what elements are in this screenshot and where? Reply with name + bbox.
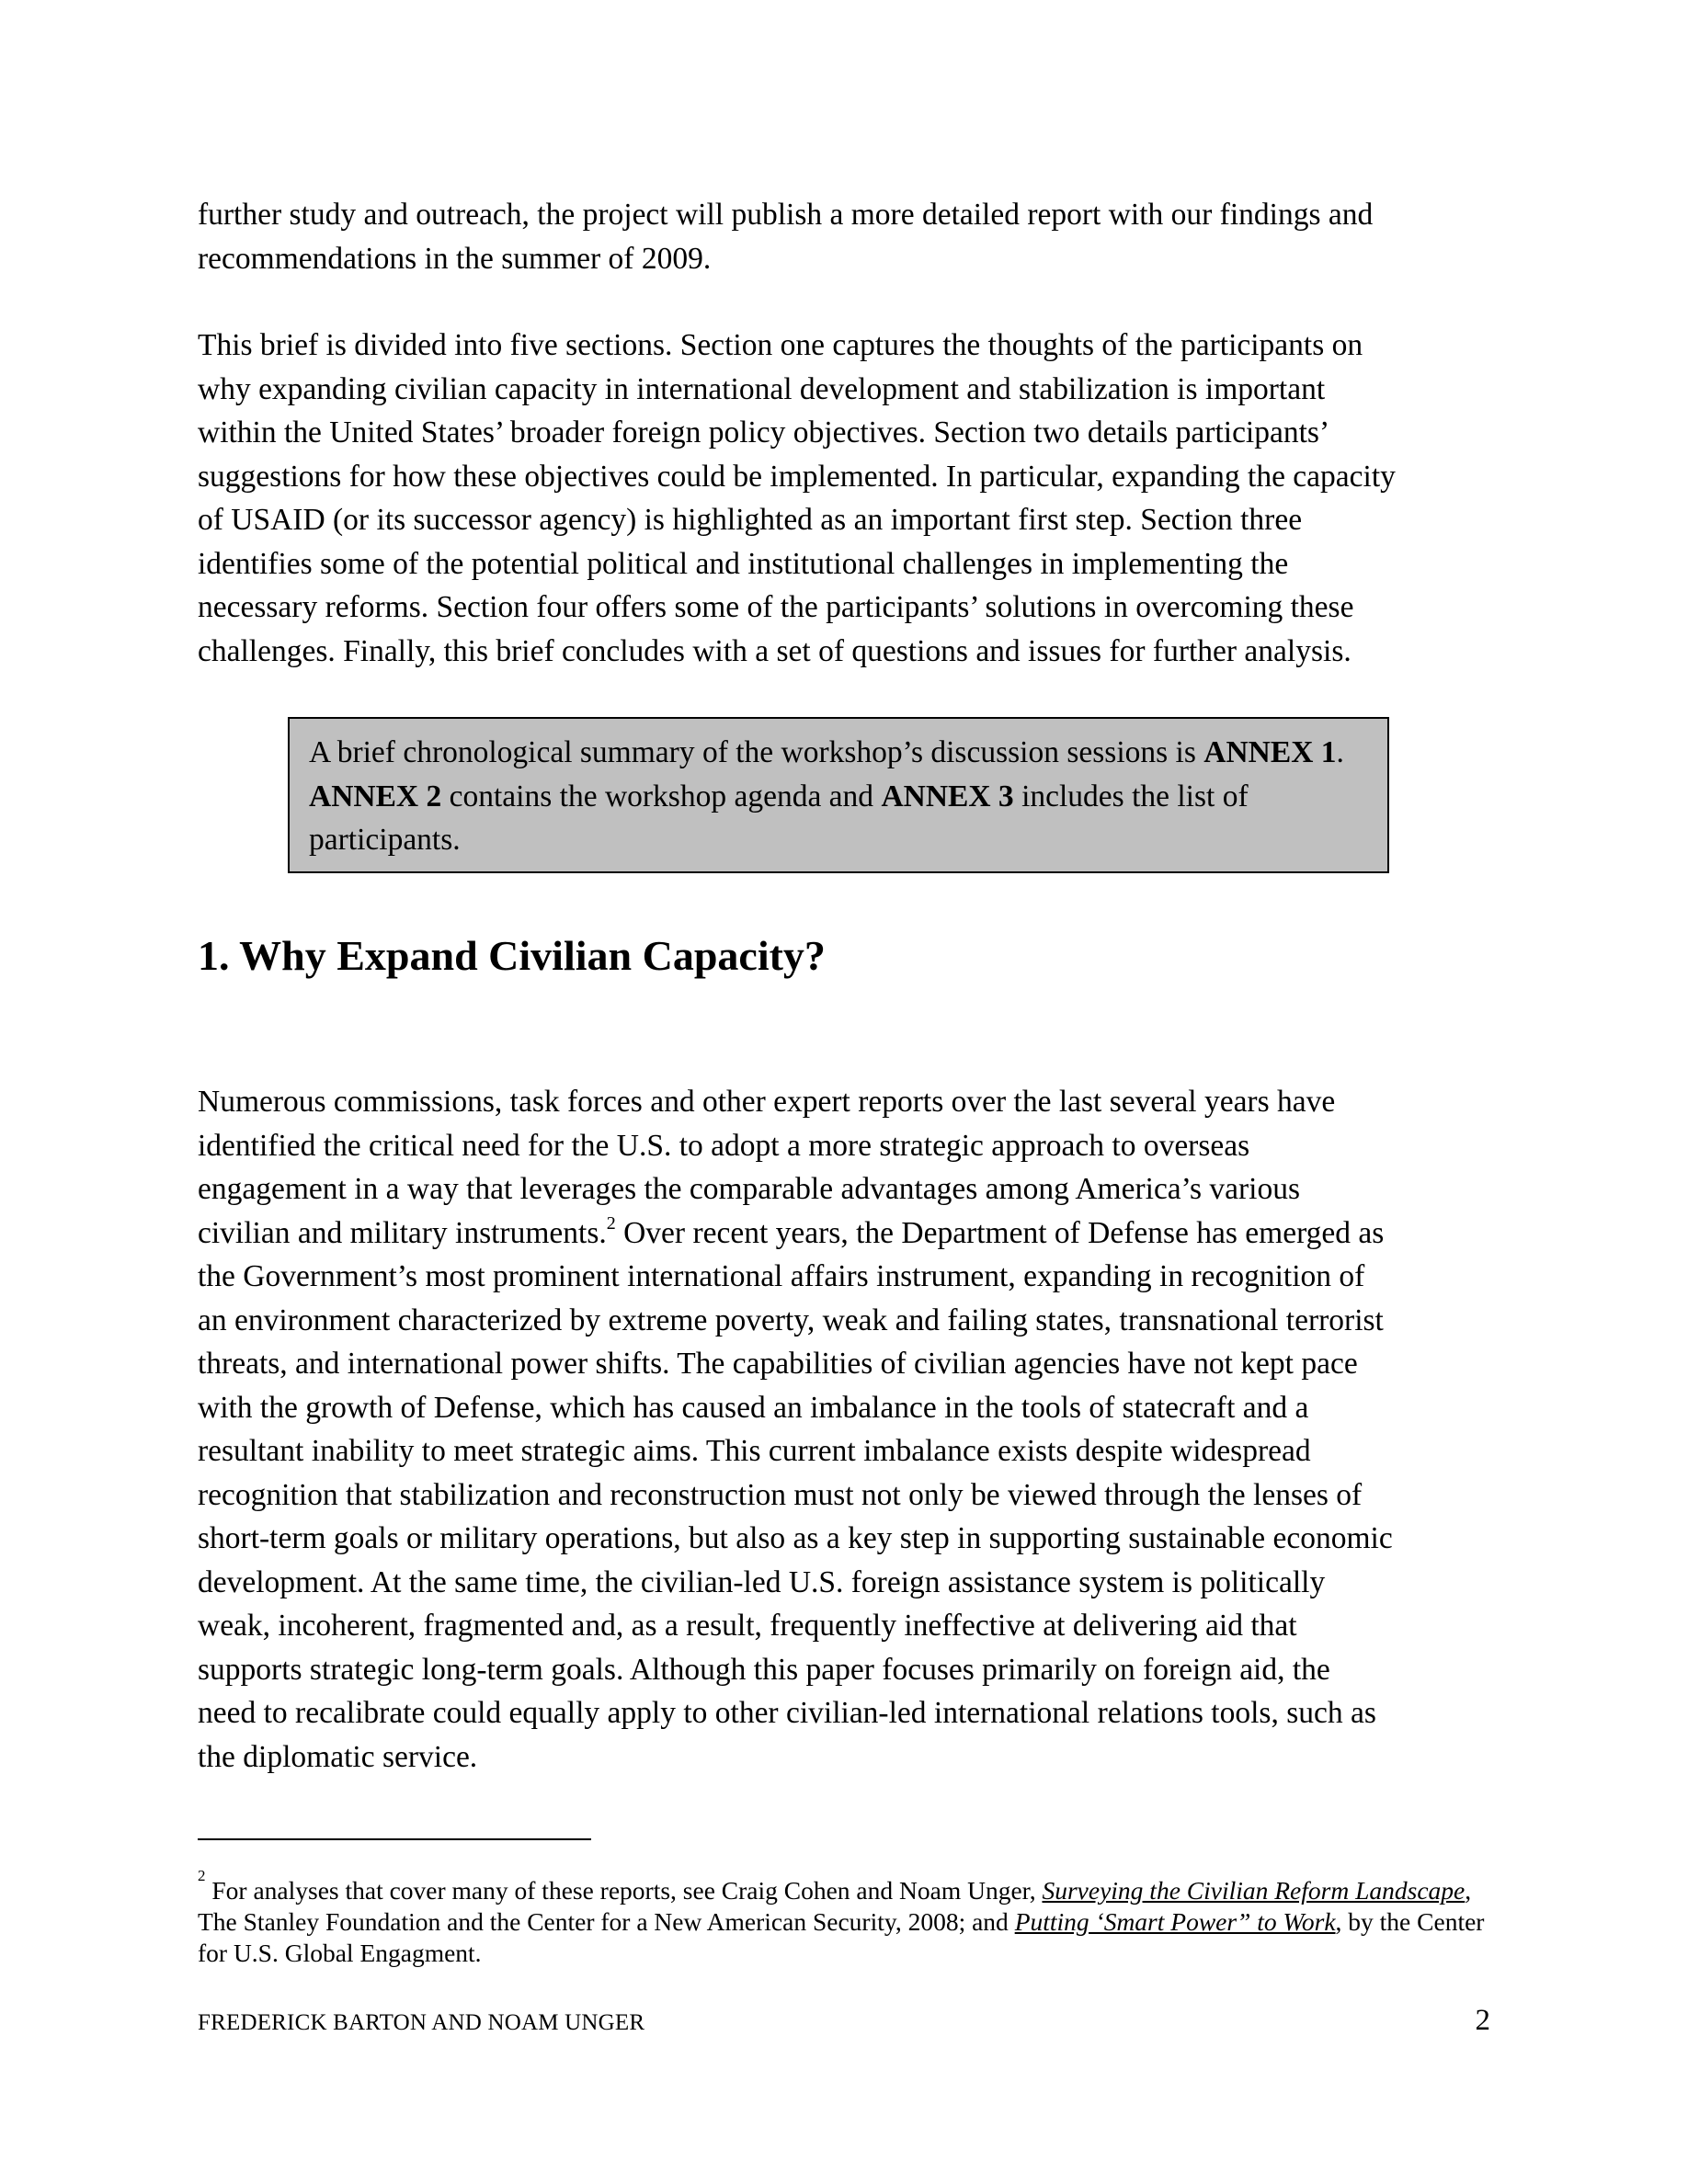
text-line: why expanding civilian capacity in international development and stabilization is important: [198, 371, 1326, 406]
annex-callout-box: [288, 717, 1389, 873]
intro-paragraph: [198, 193, 1503, 280]
text-line: weak, incoherent, fragmented and, as a result, frequently ineffective at delivering aid that: [198, 1609, 1297, 1643]
annex-3-label: ANNEX 3: [881, 779, 1014, 813]
putting-smart-power-to-work-link[interactable]: Putting ‘Smart Power” to Work: [1014, 1907, 1336, 1936]
text-line: need to recalibrate could equally apply to other civilian-led international relations tools, such as: [198, 1696, 1376, 1730]
annex-1-label: ANNEX 1: [1203, 735, 1337, 769]
sections-overview-paragraph: [198, 324, 1503, 673]
text-line: This brief is divided into five sections. Section one captures the thoughts of the participants on: [198, 328, 1363, 362]
text-line: identifies some of the potential political and institutional challenges in implementing the: [198, 546, 1289, 581]
callout-text: contains the workshop agenda and: [441, 779, 882, 813]
text-line: of USAID (or its successor agency) is highlighted as an important first step. Section three: [198, 503, 1303, 537]
footnote-reference[interactable]: 2: [606, 1212, 616, 1234]
footnote-separator: [198, 1838, 591, 1840]
callout-text: A brief chronological summary of the workshop’s discussion sessions is: [309, 735, 1204, 769]
text-line: short-term goals or military operations, but also as a key step in supporting sustainable economic: [198, 1521, 1393, 1555]
page-number: 2: [1475, 2004, 1490, 2037]
text-line: suggestions for how these objectives could be implemented. In particular, expanding the capacity: [198, 459, 1396, 494]
text-line: identified the critical need for the U.S. to adopt a more strategic approach to overseas: [198, 1128, 1250, 1163]
text-line: further study and outreach, the project will publish a more detailed report with our findings and: [198, 198, 1374, 232]
text-line: necessary reforms. Section four offers some of the participants’ solutions in overcoming these: [198, 590, 1354, 624]
footnote: [198, 1866, 1503, 1969]
section-heading: 1. Why Expand Civilian Capacity?: [198, 932, 826, 979]
text-line: supports strategic long-term goals. Although this paper focuses primarily on foreign aid, the: [198, 1652, 1330, 1687]
text-segment: civilian and military instruments.: [198, 1215, 607, 1250]
text-line: the diplomatic service.: [198, 1739, 478, 1774]
text-line: within the United States’ broader foreign policy objectives. Section two details participants’: [198, 415, 1330, 449]
text-line: resultant inability to meet strategic aims. This current imbalance exists despite widespread: [198, 1434, 1311, 1468]
text-line: Numerous commissions, task forces and other expert reports over the last several years have: [198, 1085, 1336, 1119]
text-line: challenges. Finally, this brief concludes with a set of questions and issues for further analysis.: [198, 633, 1352, 668]
text-line: engagement in a way that leverages the comparable advantages among America’s various: [198, 1172, 1301, 1206]
main-paragraph: [198, 1080, 1503, 1779]
surveying-civilian-reform-link[interactable]: Surveying the Civilian Reform Landscape: [1042, 1876, 1466, 1905]
footer-authors: FREDERICK BARTON AND NOAM UNGER: [198, 2010, 645, 2035]
text-line: threats, and international power shifts. The capabilities of civilian agencies have not kept pace: [198, 1347, 1358, 1381]
text-line: recommendations in the summer of 2009.: [198, 241, 712, 276]
text-segment: Over recent years, the Department of Defense has emerged as: [623, 1215, 1385, 1250]
callout-text: .: [1336, 735, 1344, 769]
text-line: the Government’s most prominent international affairs instrument, expanding in recognition of: [198, 1259, 1365, 1293]
text-line: with the growth of Defense, which has caused an imbalance in the tools of statecraft and a: [198, 1390, 1309, 1425]
annex-2-label: ANNEX 2: [309, 779, 442, 813]
text-line: development. At the same time, the civilian-led U.S. foreign assistance system is politically: [198, 1564, 1326, 1599]
callout-text: includes the list of participants.: [309, 779, 1249, 857]
footnote-text: For analyses that cover many of these reports, see Craig Cohen and Noam Unger,: [205, 1876, 1043, 1905]
text-line: recognition that stabilization and reconstruction must not only be viewed through the lenses of: [198, 1477, 1363, 1512]
footnote-text: , The Stanley Foundation and the Center for a New American Security, 2008; and: [198, 1876, 1472, 1936]
text-line: an environment characterized by extreme poverty, weak and failing states, transnational terrorist: [198, 1302, 1384, 1337]
footnote-number: 2: [198, 1866, 206, 1884]
footnote-text: , by the Center for U.S. Global Engagment.: [198, 1907, 1485, 1967]
text-line: [198, 1211, 1503, 1256]
